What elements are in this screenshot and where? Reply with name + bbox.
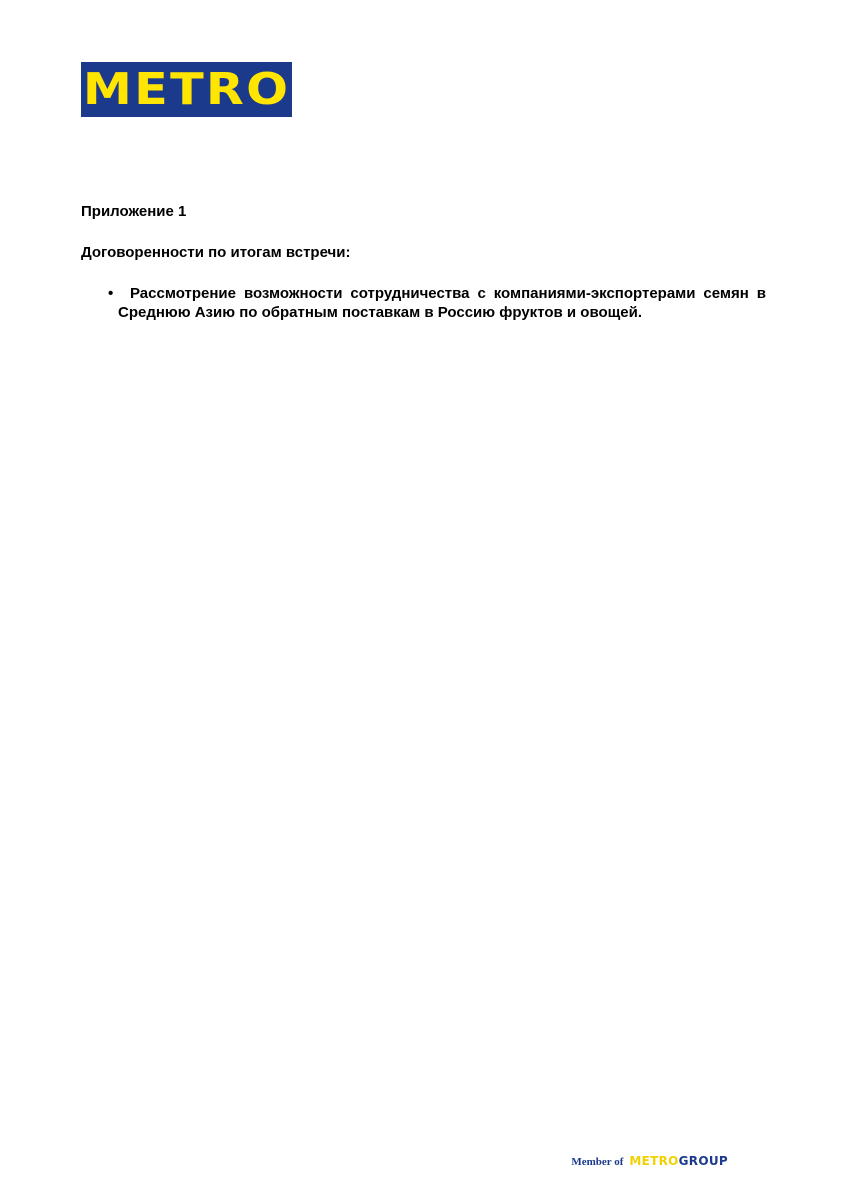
metro-group-group-text: GROUP: [678, 1154, 728, 1168]
metro-group-metro-text: METRO: [629, 1154, 679, 1168]
annex-title: Приложение 1: [81, 203, 187, 220]
metro-logo-text: METRO: [82, 64, 291, 115]
agreements-heading: Договоренности по итогам встречи:: [81, 244, 351, 261]
bullet-icon: •: [108, 285, 114, 302]
agreements-list: [108, 284, 766, 322]
footer-brand: [571, 1152, 728, 1170]
metro-group-logo: [629, 1152, 728, 1170]
metro-logo: [81, 62, 292, 117]
member-of-text: Member of: [571, 1156, 624, 1168]
list-item: [108, 284, 766, 322]
list-item-text: Рассмотрение возможности сотрудничества с компаниями-экспортерами семян в Среднюю Азию по обратным поставкам в Россию фруктов и овощей.: [118, 285, 766, 321]
